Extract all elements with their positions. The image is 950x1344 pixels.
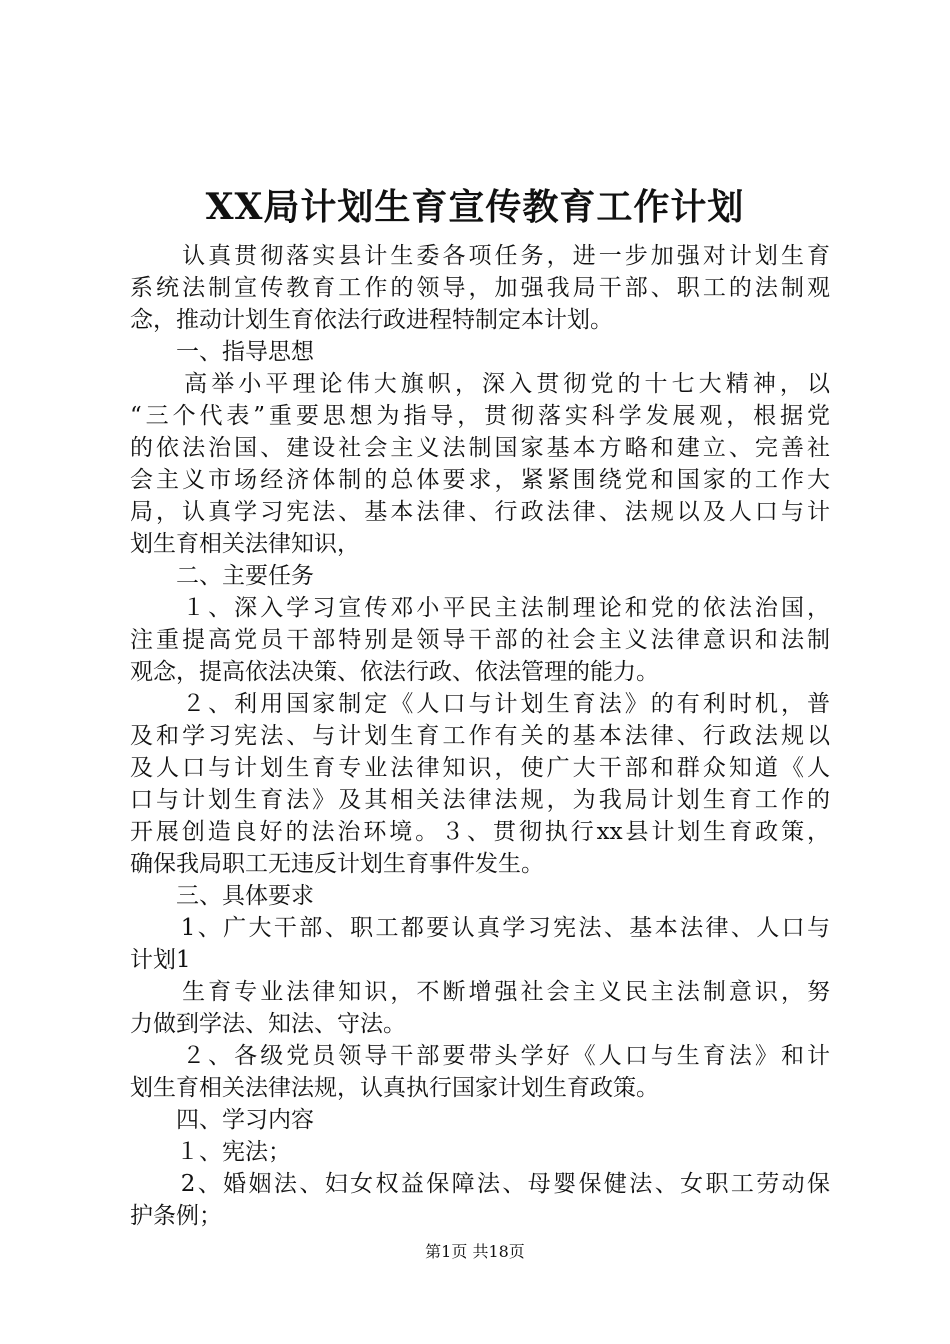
body-line: 局，认真学习宪法、基本法律、行政法律、法规以及人口与计 — [130, 499, 830, 525]
body-line: “三个代表”重要思想为指导，贯彻落实科学发展观，根据党 — [130, 403, 830, 429]
section-heading: 二、主要任务 — [130, 563, 314, 589]
body-line: 口与计划生育法》及其相关法律法规，为我局计划生育工作的 — [130, 787, 830, 813]
body-line: 高举小平理论伟大旗帜，深入贯彻党的十七大精神，以 — [130, 371, 830, 397]
body-line: 系统法制宣传教育工作的领导，加强我局干部、职工的法制观 — [130, 275, 830, 301]
body-line: 确保我局职工无违反计划生育事件发生。 — [130, 851, 544, 877]
document-body — [130, 240, 830, 1232]
body-line: １、宪法； — [130, 1139, 291, 1165]
body-line: 念，推动计划生育依法行政进程特制定本计划。 — [130, 307, 613, 333]
body-line: 观念，提高依法决策、依法行政、依法管理的能力。 — [130, 659, 659, 685]
body-line: 认真贯彻落实县计生委各项任务，进一步加强对计划生育 — [130, 243, 830, 269]
body-line: 生育专业法律知识，不断增强社会主义民主法制意识，努 — [130, 979, 830, 1005]
body-line: ２、各级党员领导干部要带头学好《人口与生育法》和计 — [130, 1043, 830, 1069]
body-line: 及和学习宪法、与计划生育工作有关的基本法律、行政法规以 — [130, 723, 830, 749]
body-line: 及人口与计划生育专业法律知识，使广大干部和群众知道《人 — [130, 755, 830, 781]
document-title: XX局计划生育宣传教育工作计划 — [205, 186, 745, 228]
section-heading: 一、指导思想 — [130, 339, 314, 365]
page-footer: 第1页 共18页 — [425, 1242, 525, 1261]
body-line: 划生育相关法律法规，认真执行国家计划生育政策。 — [130, 1075, 659, 1101]
body-line: 1、广大干部、职工都要认真学习宪法、基本法律、人口与 — [130, 915, 830, 941]
body-line: 的依法治国、建设社会主义法制国家基本方略和建立、完善社 — [130, 435, 830, 461]
body-line: 护条例； — [130, 1203, 222, 1229]
body-line: 开展创造良好的法治环境。３、贯彻执行xx县计划生育政策， — [130, 819, 830, 845]
body-line: ２、利用国家制定《人口与计划生育法》的有利时机，普 — [130, 691, 830, 717]
section-heading: 三、具体要求 — [130, 883, 314, 909]
body-line: 力做到学法、知法、守法。 — [130, 1011, 406, 1037]
body-line: 会主义市场经济体制的总体要求，紧紧围绕党和国家的工作大 — [130, 467, 830, 493]
body-line: １、深入学习宣传邓小平民主法制理论和党的依法治国， — [130, 595, 830, 621]
section-heading: 四、学习内容 — [130, 1107, 314, 1133]
body-line: 注重提高党员干部特别是领导干部的社会主义法律意识和法制 — [130, 627, 830, 653]
body-line: 划生育相关法律知识， — [130, 531, 360, 557]
body-line: 计划1 — [130, 947, 191, 973]
body-line: 2、婚姻法、妇女权益保障法、母婴保健法、女职工劳动保 — [130, 1171, 830, 1197]
